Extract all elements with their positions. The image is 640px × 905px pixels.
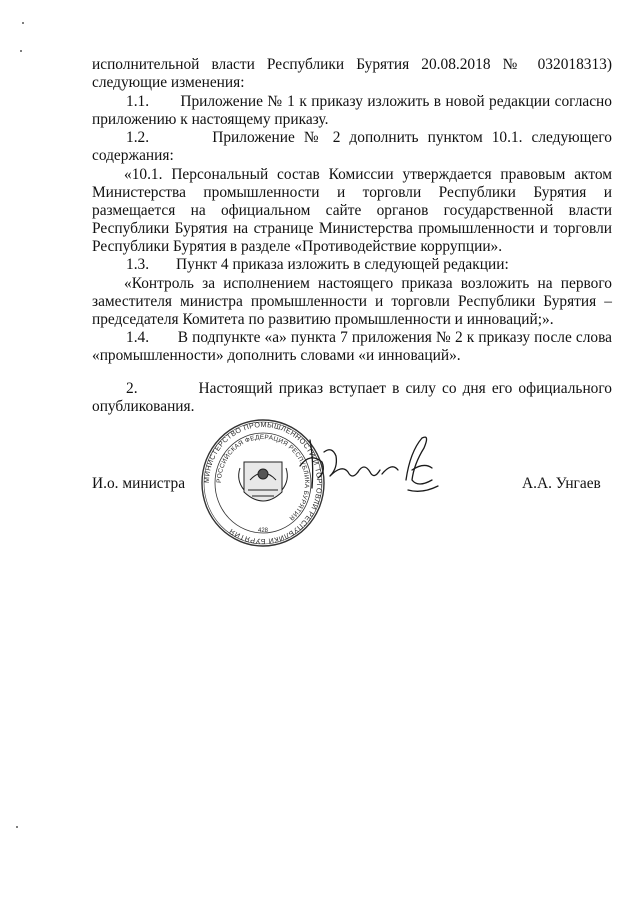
handwritten-signature bbox=[292, 432, 452, 502]
signatory-name: А.А. Унгаев bbox=[522, 475, 601, 492]
text-line: опубликования. bbox=[92, 398, 195, 415]
text-line: «10.1. Персональный состав Комиссии утверждается правовым актом bbox=[124, 166, 612, 183]
scan-speck bbox=[22, 22, 24, 24]
text-line: размещается на официальном сайте органов государственной власти bbox=[92, 202, 612, 219]
text-line: Республики Бурятия на странице Министерства промышленности и торговли bbox=[92, 220, 612, 237]
text-line: 1.3. Пункт 4 приказа изложить в следующей редакции: bbox=[126, 256, 509, 273]
text-line: 1.4. В подпункте «а» пункта 7 приложения № 2 к приказу после слова bbox=[126, 329, 612, 346]
text-line: 2. Настоящий приказ вступает в силу со дня его официального bbox=[126, 380, 612, 397]
scan-speck bbox=[20, 50, 22, 52]
text-line: следующие изменения: bbox=[92, 74, 245, 91]
text-line: Министерства промышленности и торговли Республики Бурятия и bbox=[92, 184, 612, 201]
stamp-inner-text: РОССИЙСКАЯ ФЕДЕРАЦИЯ РЕСПУБЛИКА БУРЯТИЯ bbox=[215, 433, 311, 522]
text-line: заместителя министра промышленности и торговли Республики Бурятия – bbox=[92, 293, 612, 310]
coat-of-arms-emblem bbox=[239, 462, 288, 501]
stamp-outer-text: МИНИСТЕРСТВО ПРОМЫШЛЕННОСТИ И ТОРГОВЛИ РЕСПУБЛИКИ БУРЯТИЯ bbox=[201, 419, 325, 547]
text-line: «промышленности» дополнить словами «и инноваций». bbox=[92, 347, 461, 364]
text-line: содержания: bbox=[92, 147, 174, 164]
text-line: исполнительной власти Республики Бурятия 20.08.2018 № 032018313) bbox=[92, 56, 612, 73]
text-line: «Контроль за исполнением настоящего приказа возложить на первого bbox=[124, 275, 612, 292]
stamp-number: 428 bbox=[257, 528, 269, 534]
text-line: 1.1. Приложение № 1 к приказу изложить в новой редакции согласно bbox=[126, 93, 612, 110]
text-line: 1.2. Приложение № 2 дополнить пунктом 10.1. следующего bbox=[126, 129, 612, 146]
scan-speck bbox=[16, 826, 18, 828]
text-line: председателя Комитета по развитию промышленности и инноваций;». bbox=[92, 311, 554, 328]
text-line: приложению к настоящему приказу. bbox=[92, 111, 329, 128]
signatory-title: И.о. министра bbox=[92, 475, 186, 492]
text-line: Республики Бурятия в разделе «Противодействие коррупции». bbox=[92, 238, 503, 255]
